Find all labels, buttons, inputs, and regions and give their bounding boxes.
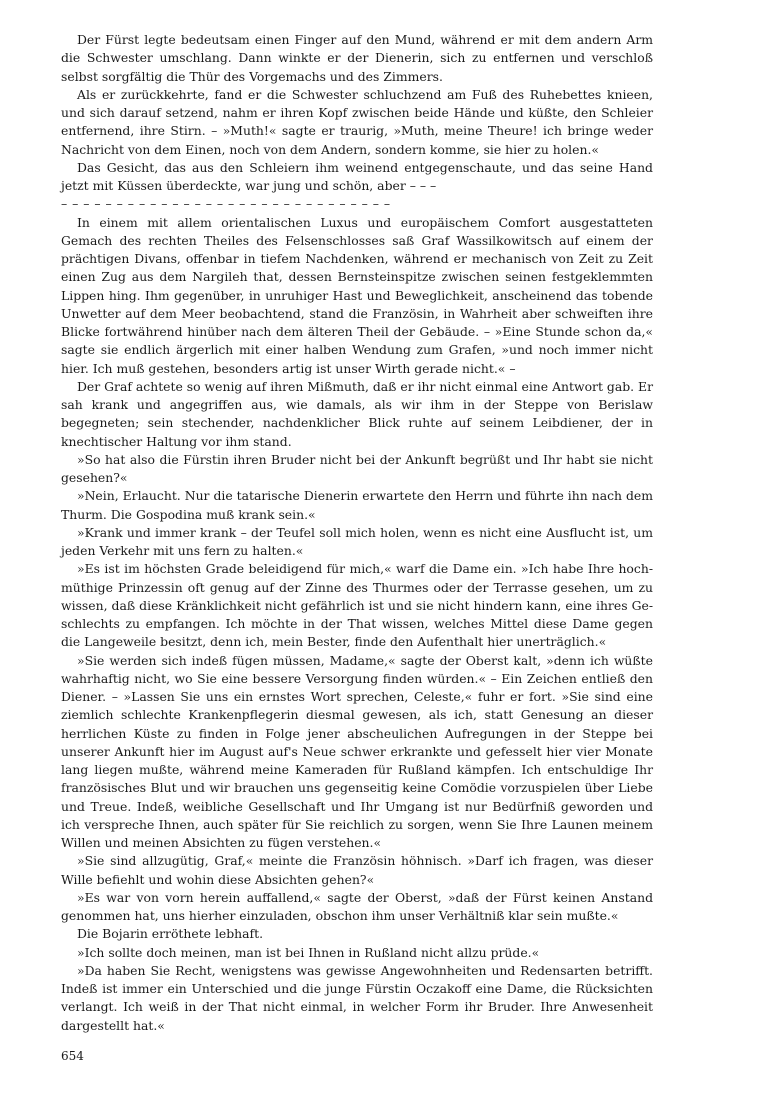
paragraph: »Ich sollte doch meinen, man ist bei Ihnen in Rußland nicht allzu prüde.« xyxy=(77,944,540,960)
paragraph: »Sie sind allzugütig, Graf,« meinte die Französin höhnisch. »Darf ich fragen, was dieser Wille befiehlt und wohin diese Absichten gehen?« xyxy=(61,853,653,887)
paragraph: Die Bojarin erröthete lebhaft. xyxy=(77,926,264,942)
paragraph: »So hat also die Fürstin ihren Bruder nicht bei der Ankunft begrüßt und Ihr habt sie nicht gesehen?« xyxy=(61,451,653,485)
section-separator: – – – – – – – – – – – – – – – – – – – – – – – – – – – – – – xyxy=(61,196,391,212)
paragraph: Der Graf achtete so wenig auf ihren Mißmuth, daß er ihr nicht einmal eine Antwort gab. Er sah krank und angegriffen aus, wie damals, als wir ihm in der Steppe von Berislaw begegneten; sein stechender, nachdenklicher Blick ruhte auf seinem Leibdiener, der in knechtischer Haltung vor ihm stand. xyxy=(61,378,653,449)
paragraph: In einem mit allem orientalischen Luxus und europäischem Comfort ausgestatteten Gemach des rechten Theiles des Felsenschlosses saß Graf Wassilkowitsch auf einem der prächtigen Divans, offenbar in tiefem Nachdenken, während er mechanisch von Zeit zu Zeit einen Zug aus dem Nargileh that, dessen Bernsteinspitze zwischen seinen festgeklemmten Lippen hing. Ihm gegenüber, in unruhiger Hast und Beweglichkeit, anscheinend das tobende Unwetter auf dem Meer beobachtend, stand die Französin, in Wahrheit aber schweiften ihre Blicke fortwährend hinüber nach dem älteren Theil der Gebäude. – »Eine Stunde schon da,« sagte sie endlich ärgerlich mit einer halben Wendung zum Grafen, »und noch immer nicht hier. Ich muß gestehen, besonders artig ist unser Wirth gerade nicht.« – xyxy=(61,214,653,376)
paragraph: »Sie werden sich indeß fügen müssen, Madame,« sagte der Oberst kalt, »denn ich wüßte wahrhaftig nicht, wo Sie eine bessere Versorgung finden würden.« – Ein Zeichen entließ den Diener. – »Lassen Sie uns ein ernstes Wort sprechen, Celeste,« fuhr er fort. »Sie sind eine ziemlich schlechte Krankenpflegerin diesmal gewesen, als ich, statt Genesung an dieser herrlichen Küste zu finden in Folge jener abscheulichen Aufregungen in der Steppe bei unserer Ankunft hier im August auf's Neue schwer erkrankte und gefesselt hier vier Monate lang liegen mußte, während meine Kameraden für Rußland kämpfen. Ich entschuldige Ihr französisches Blut und wir brauchen uns gegenseitig keine Comödie vorzuspielen über Liebe und Treue. Indeß, weibliche Gesellschaft und Ihr Umgang ist nur Bedürfniß geworden und ich verspreche Ihnen, auch später für Sie reichlich zu sorgen, wenn Sie Ihre Launen meinem Willen und meinen Absichten zu fügen verstehen.« xyxy=(61,652,653,850)
paragraph: Das Gesicht, das aus den Schleiern ihm weinend entgegenschaute, und das seine Hand jetzt mit Küssen überdeckte, war jung und schön, aber – – – xyxy=(61,159,653,193)
paragraph: Der Fürst legte bedeutsam einen Finger auf den Mund, während er mit dem andern Arm die Schwester umschlang. Dann winkte er der Dienerin, sich zu entfernen und verschloß selbst sorgfältig die Thür des Vorgemachs und des Zimmers. xyxy=(61,32,653,84)
paragraph: »Da haben Sie Recht, wenigstens was gewisse Angewohnheiten und Redensarten betrifft. Indeß ist immer ein Unterschied und die junge Fürstin Oczakoff eine Dame, die Rücksichten verlangt. Ich weiß in der That nicht einmal, in welcher Form ihr Bruder. Ihre Anwesenheit dargestellt hat.« xyxy=(61,962,653,1033)
page-text xyxy=(61,31,653,1035)
paragraph: »Es war von vorn herein auffallend,« sagte der Oberst, »daß der Fürst keinen Anstand genommen hat, uns hierher einzuladen, obschon ihm unser Verhältniß klar sein mußte.« xyxy=(61,889,653,923)
paragraph: »Es ist im höchsten Grade beleidigend für mich,« warf die Dame ein. »Ich habe Ihre hochmüthige Prinzessin oft genug auf der Zinne des Thurmes oder der Terrasse gesehen, um zu wissen, daß diese Kränklichkeit nicht gefährlich ist und sie nicht hindern kann, eine ihres Geschlechts zu empfangen. Ich möchte in der That wissen, welches Mittel diese Dame gegen die Langeweile besitzt, denn ich, mein Bester, finde den Aufenthalt hier unerträglich.« xyxy=(61,561,653,650)
paragraph: »Nein, Erlaucht. Nur die tatarische Dienerin erwartete den Herrn und führte ihn nach dem Thurm. Die Gospodina muß krank sein.« xyxy=(61,488,653,522)
paragraph: »Krank und immer krank – der Teufel soll mich holen, wenn es nicht eine Ausflucht ist, um jeden Verkehr mit uns fern zu halten.« xyxy=(61,524,653,558)
page-number: 654 xyxy=(61,1049,84,1063)
paragraph: Als er zurückkehrte, fand er die Schwester schluchzend am Fuß des Ruhebettes knieen, und sich darauf setzend, nahm er ihren Kopf zwischen beide Hände und küßte, den Schleier entfernend, ihre Stirn. – »Muth!« sagte er traurig, »Muth, meine Theure! ich bringe weder Nachricht von dem Einen, noch von dem Andern, sondern komme, sie hier zu holen.« xyxy=(61,86,653,157)
